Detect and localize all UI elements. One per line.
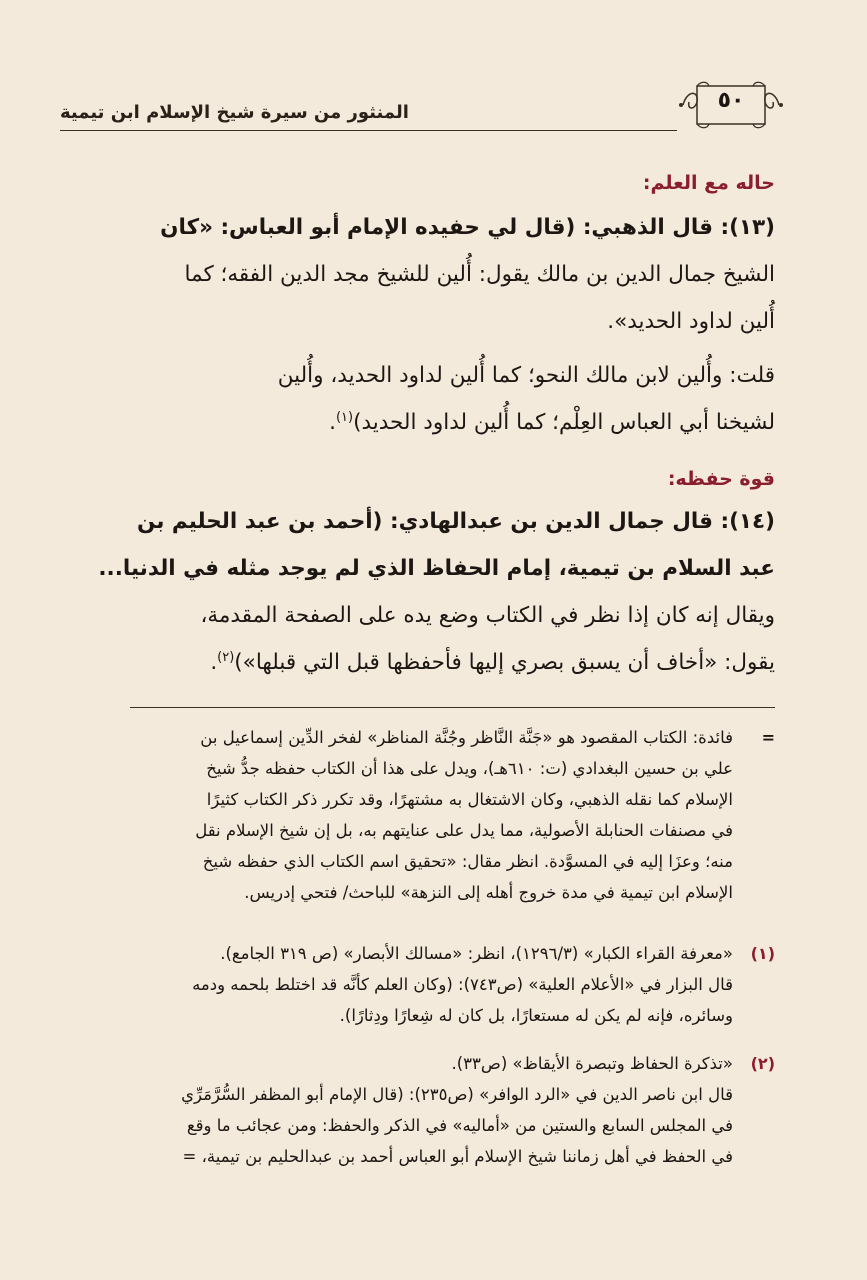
- text-line-content: (١٣): قال الذهبي: (قال لي حفيده الإمام أبو العباس: «كان: [160, 215, 775, 240]
- running-header: [60, 80, 787, 130]
- footnote-continuation: [60, 722, 775, 908]
- footnote-2-mark[interactable]: (٢): [750, 1054, 775, 1073]
- paragraph-13: [60, 204, 775, 345]
- footnote-line: قال ابن ناصر الدين في «الرد الوافر» (ص٢٣٥): (قال الإمام أبو المظفر السُّرَّمَرِّي: [181, 1085, 733, 1104]
- footnote-line: وسائره، فإنه لم يكن له مستعارًا، بل كان له شِعارًا ودِثارًا).: [339, 1006, 733, 1025]
- text-line: الشيخ جمال الدين بن مالك يقول: أُلين للشيخ مجد الدين الفقه؛ كما: [184, 262, 775, 287]
- text-line-content: لشيخنا أبي العباس العِلْم؛ كما أُلين لداود الحديد): [353, 410, 775, 435]
- text-line: [60, 639, 775, 686]
- running-title: المنثور من سيرة شيخ الإسلام ابن تيمية: [60, 102, 409, 123]
- footnote-line: فائدة: الكتاب المقصود هو «جَنَّة النَّاظر وجُنَّة المناظر» لفخر الدِّين إسماعيل بن: [200, 728, 733, 747]
- footnote-1: [60, 938, 775, 1031]
- continuation-mark: =: [761, 728, 775, 747]
- text-line-content: يقول: «أخاف أن يسبق بصري إليها فأحفظها قبل التي قبلها»): [234, 650, 775, 675]
- footnote-text: [60, 938, 733, 1031]
- footnote-line: قال البزار في «الأعلام العلية» (ص٧٤٣): (وكان العلم كأنَّه قد اختلط بلحمه ودمه: [192, 975, 733, 994]
- footnote-line: الإسلام كما نقله الذهبي، وكان الاشتغال به مشتهرًا، وقد تكرر ذكر الكتاب كثيرًا: [206, 790, 733, 809]
- text-line: [60, 204, 775, 251]
- footnote-divider: [130, 707, 775, 708]
- text-line: أُلين لداود الحديد».: [607, 309, 775, 334]
- footnotes: [60, 722, 775, 1242]
- footnote-line: منه؛ وعزَا إليه في المسوَّدة. انظر مقال: «تحقيق اسم الكتاب الذي حفظه شيخ: [202, 852, 733, 871]
- paragraph-comment: [60, 352, 775, 446]
- footnote-line: الإسلام ابن تيمية في مدة خروج أهله إلى النزهة» للباحث/ فتحي إدريس.: [244, 883, 733, 902]
- header-rule: [60, 130, 677, 131]
- footnote-line: علي بن حسين البغدادي (ت: ٦١٠هـ)، ويدل على هذا أن الكتاب حفظه جدُّ شيخ: [206, 759, 733, 778]
- footnote-line: في المجلس السابع والستين من «أماليه» في الذكر والحفظ: ومن عجائب ما وقع: [186, 1116, 733, 1135]
- section-heading-memory: قوة حفظه:: [667, 468, 775, 490]
- section-heading-knowledge: حاله مع العلم:: [642, 172, 775, 194]
- footnote-text: [60, 722, 733, 908]
- text-line: قلت: وأُلين لابن مالك النحو؛ كما أُلين لداود الحديد، وأُلين: [277, 363, 775, 388]
- footnote-text: [60, 1048, 733, 1172]
- paragraph-14: [60, 498, 775, 686]
- footnote-ref[interactable]: (١): [335, 409, 354, 425]
- text-line-content: (١٤): قال جمال الدين بن عبدالهادي: (أحمد بن عبد الحليم بن: [136, 509, 775, 534]
- page-number: ٥٠: [717, 88, 745, 113]
- period: .: [329, 410, 336, 435]
- footnote-line: في الحفظ في أهل زماننا شيخ الإسلام أبو العباس أحمد بن عبدالحليم بن تيمية، =: [182, 1147, 733, 1166]
- text-line: ويقال إنه كان إذا نظر في الكتاب وضع يده على الصفحة المقدمة،: [200, 603, 775, 628]
- footnote-line: «تذكرة الحفاظ وتبصرة الأيقاظ» (ص٣٣).: [451, 1054, 733, 1073]
- footnote-2: [60, 1048, 775, 1172]
- footnote-line: في مصنفات الحنابلة الأصولية، مما يدل على عنايتهم به، بل إن شيخ الإسلام نقل: [195, 821, 733, 840]
- text-line-content: عبد السلام بن تيمية، إمام الحفاظ الذي لم يوجد مثله في الدنيا...: [98, 556, 775, 581]
- text-line: [60, 498, 775, 545]
- footnote-1-mark[interactable]: (١): [750, 944, 775, 963]
- footnote-ref[interactable]: (٢): [217, 649, 235, 665]
- text-line: [60, 399, 775, 446]
- period: .: [210, 650, 218, 675]
- footnote-line: «معرفة القراء الكبار» (١٢٩٦/٣)، انظر: «مسالك الأبصار» (ص ٣١٩ الجامع).: [220, 944, 733, 963]
- text-line: [60, 545, 775, 592]
